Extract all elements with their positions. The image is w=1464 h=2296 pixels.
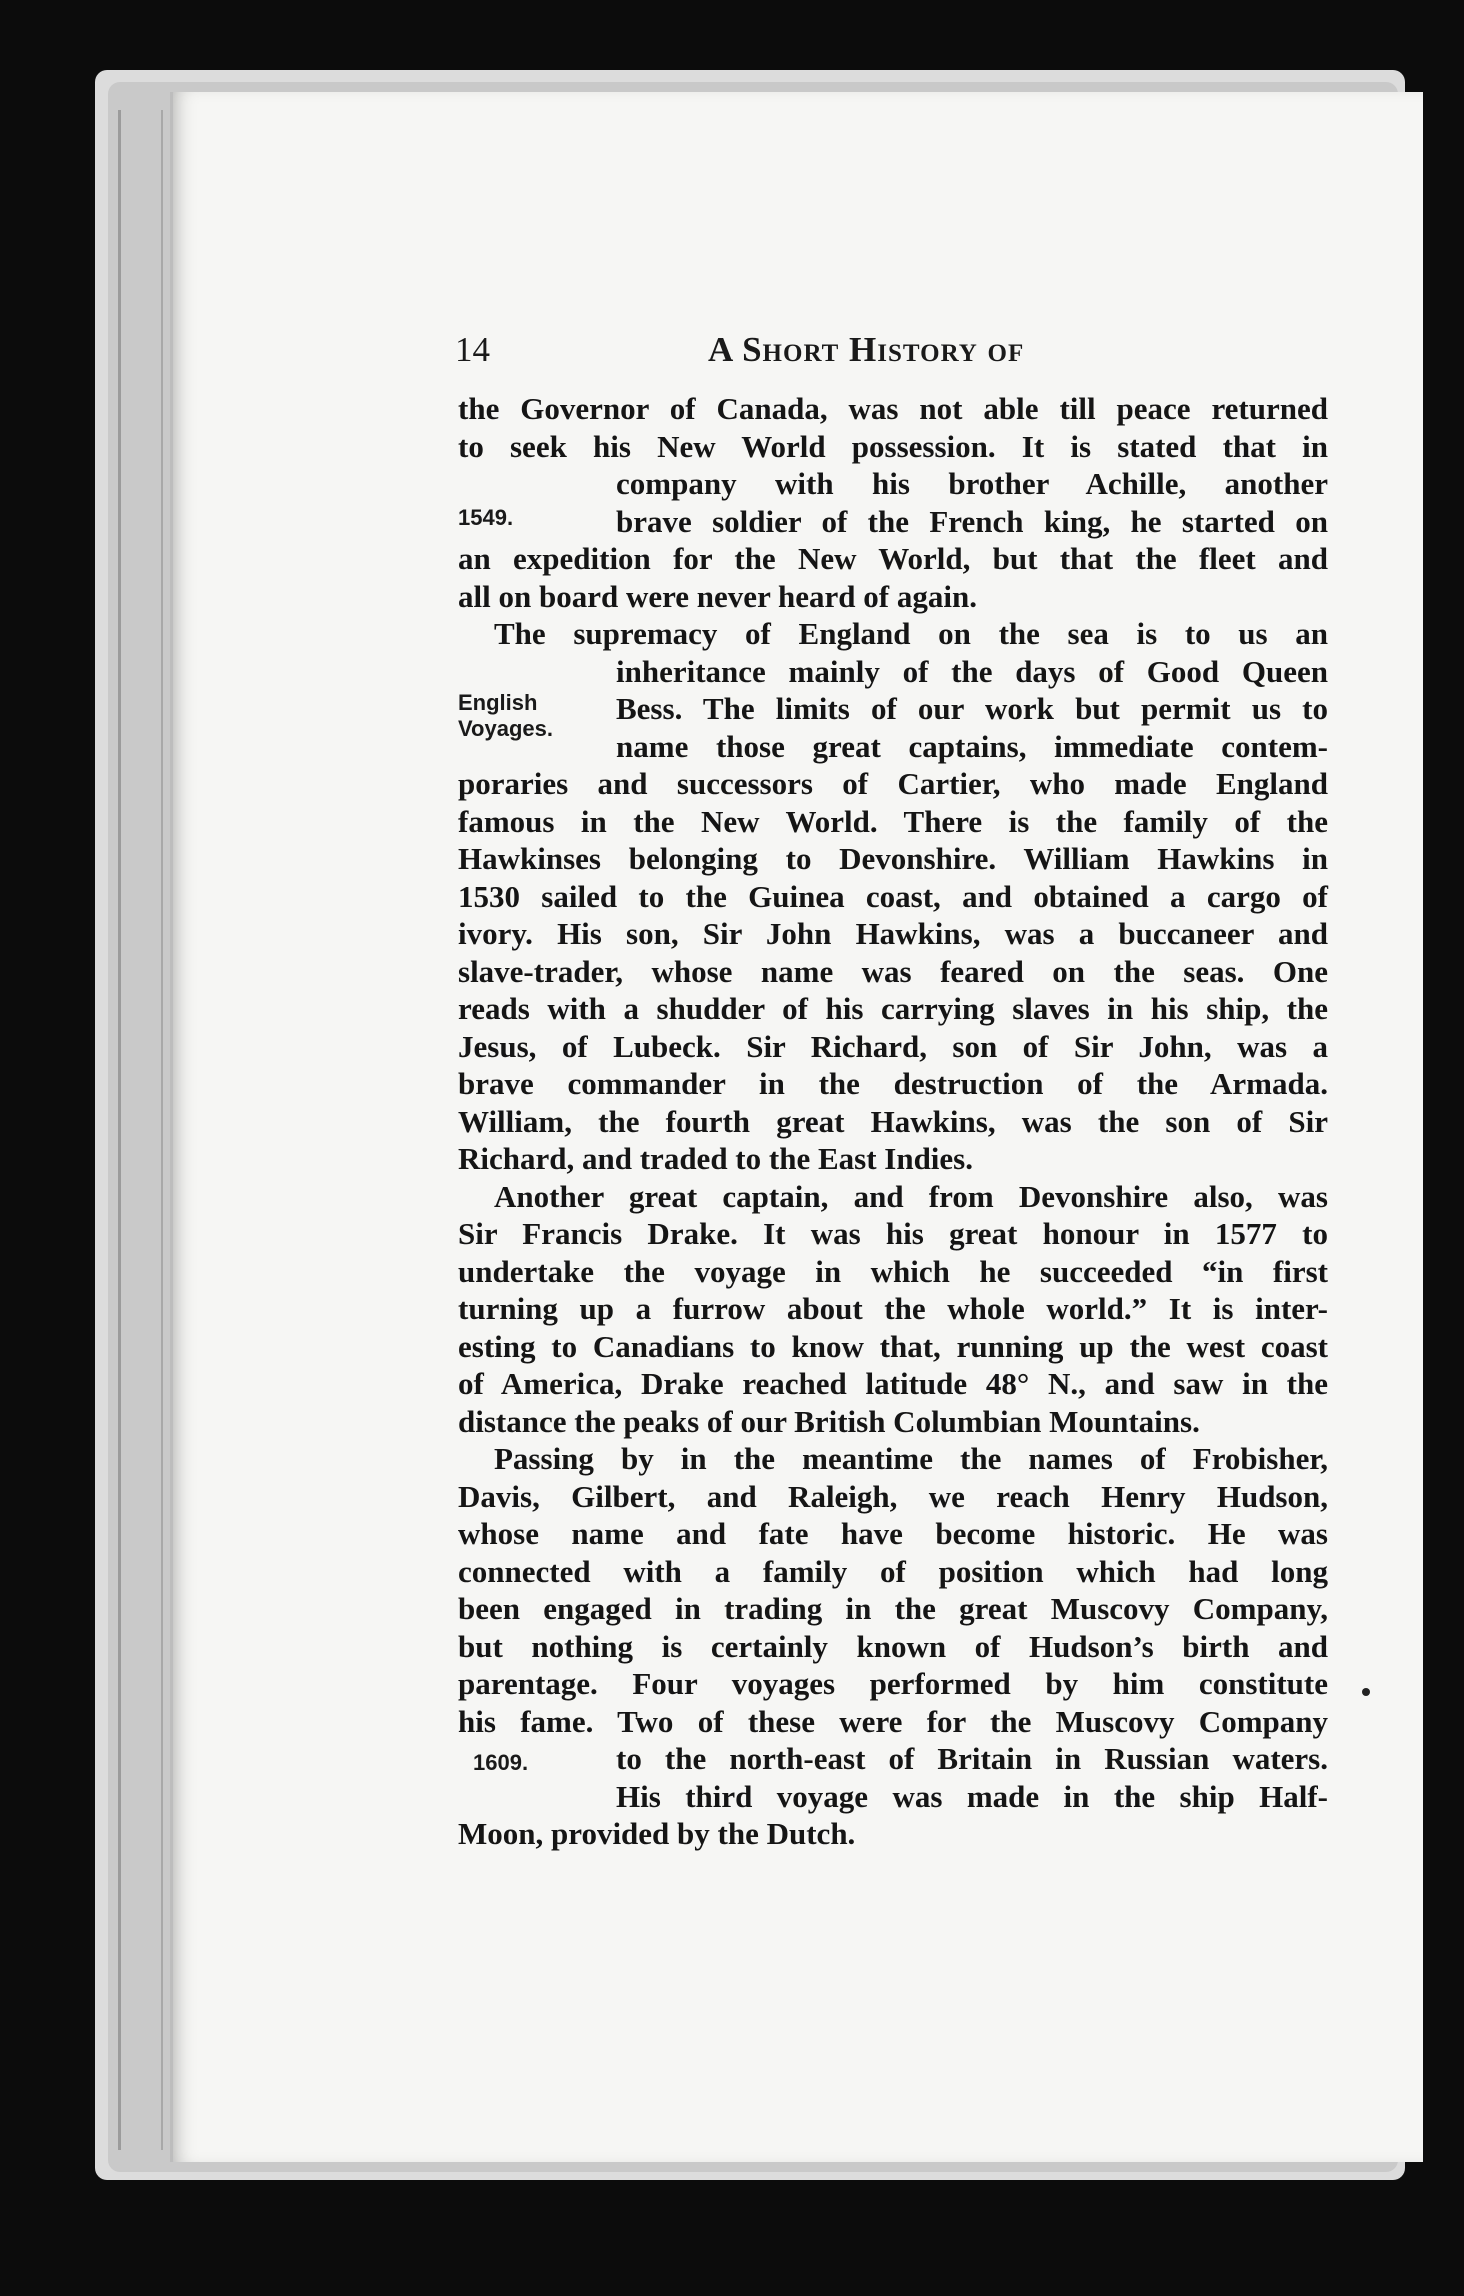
text-line: brave soldier of the French king, he started on	[616, 503, 1328, 539]
text-line: Jesus, of Lubeck. Sir Richard, son of Sir John, was a	[458, 1028, 1328, 1064]
text-line: the Governor of Canada, was not able till peace returned	[458, 391, 1328, 426]
text-line: famous in the New World. There is the family of the	[458, 803, 1328, 839]
text-line: Passing by in the meantime the names of Frobisher,	[494, 1441, 1328, 1476]
ink-speck	[1362, 1688, 1370, 1696]
text-line: of America, Drake reached latitude 48° N., and saw in the	[458, 1366, 1328, 1401]
text-line: Hawkinses belonging to Devonshire. William Hawkins in	[458, 841, 1328, 876]
text-line: William, the fourth great Hawkins, was the son of Sir	[458, 1103, 1328, 1139]
text-line: ivory. His son, Sir John Hawkins, was a buccaneer and	[458, 916, 1328, 951]
book-spine	[118, 110, 163, 2150]
text-line: undertake the voyage in which he succeeded “in first	[458, 1253, 1328, 1289]
margin-note-english-voyages-1: English	[458, 690, 538, 715]
text-line: whose name and fate have become historic. He was	[458, 1516, 1328, 1551]
text-line: distance the peaks of our British Columbian Mountains.	[458, 1403, 1200, 1439]
page-title: A Short History of	[708, 330, 1025, 369]
text-line: poraries and successors of Cartier, who made England	[458, 766, 1328, 801]
text-line: connected with a family of position which had long	[458, 1553, 1328, 1589]
text-line: Bess. The limits of our work but permit us to	[616, 691, 1328, 726]
text-line: company with his brother Achille, another	[616, 466, 1328, 501]
page-number: 14	[455, 330, 490, 369]
text-line: all on board were never heard of again.	[458, 578, 977, 614]
text-line: Davis, Gilbert, and Raleigh, we reach Henry Hudson,	[458, 1478, 1328, 1514]
text-line: reads with a shudder of his carrying slaves in his ship, the	[458, 991, 1328, 1026]
text-line: The supremacy of England on the sea is to us an	[494, 616, 1328, 651]
text-line: but nothing is certainly known of Hudson’s birth and	[458, 1628, 1328, 1664]
text-line: brave commander in the destruction of the Armada.	[458, 1066, 1328, 1101]
text-line: Another great captain, and from Devonshire also, was	[494, 1178, 1328, 1214]
text-line: name those great captains, immediate contem-	[616, 728, 1328, 764]
running-head	[455, 330, 1355, 380]
text-line: slave-trader, whose name was feared on the seas. One	[458, 953, 1328, 989]
margin-note-1609: 1609.	[473, 1750, 529, 1775]
text-line: been engaged in trading in the great Muscovy Company,	[458, 1591, 1328, 1626]
text-line: esting to Canadians to know that, running up the west coast	[458, 1328, 1328, 1364]
text-line: to the north-east of Britain in Russian waters.	[616, 1741, 1328, 1776]
text-line: 1530 sailed to the Guinea coast, and obtained a cargo of	[458, 878, 1328, 914]
text-line: an expedition for the New World, but that the fleet and	[458, 541, 1328, 576]
text-line: Richard, and traded to the East Indies.	[458, 1141, 973, 1176]
margin-note-1549: 1549.	[458, 505, 514, 530]
text-line: his fame. Two of these were for the Muscovy Company	[458, 1703, 1328, 1739]
body-text	[458, 390, 1328, 1853]
text-line: turning up a furrow about the whole world.” It is inter-	[458, 1291, 1328, 1326]
text-line: to seek his New World possession. It is stated that in	[458, 428, 1328, 464]
text-line: parentage. Four voyages performed by him constitute	[458, 1666, 1328, 1701]
text-line: Sir Francis Drake. It was his great honour in 1577 to	[458, 1216, 1328, 1251]
text-line: Moon, provided by the Dutch.	[458, 1816, 856, 1851]
text-line: inheritance mainly of the days of Good Queen	[616, 653, 1328, 689]
text-line: His third voyage was made in the ship Half-	[616, 1778, 1328, 1814]
margin-note-english-voyages-2: Voyages.	[458, 716, 553, 741]
